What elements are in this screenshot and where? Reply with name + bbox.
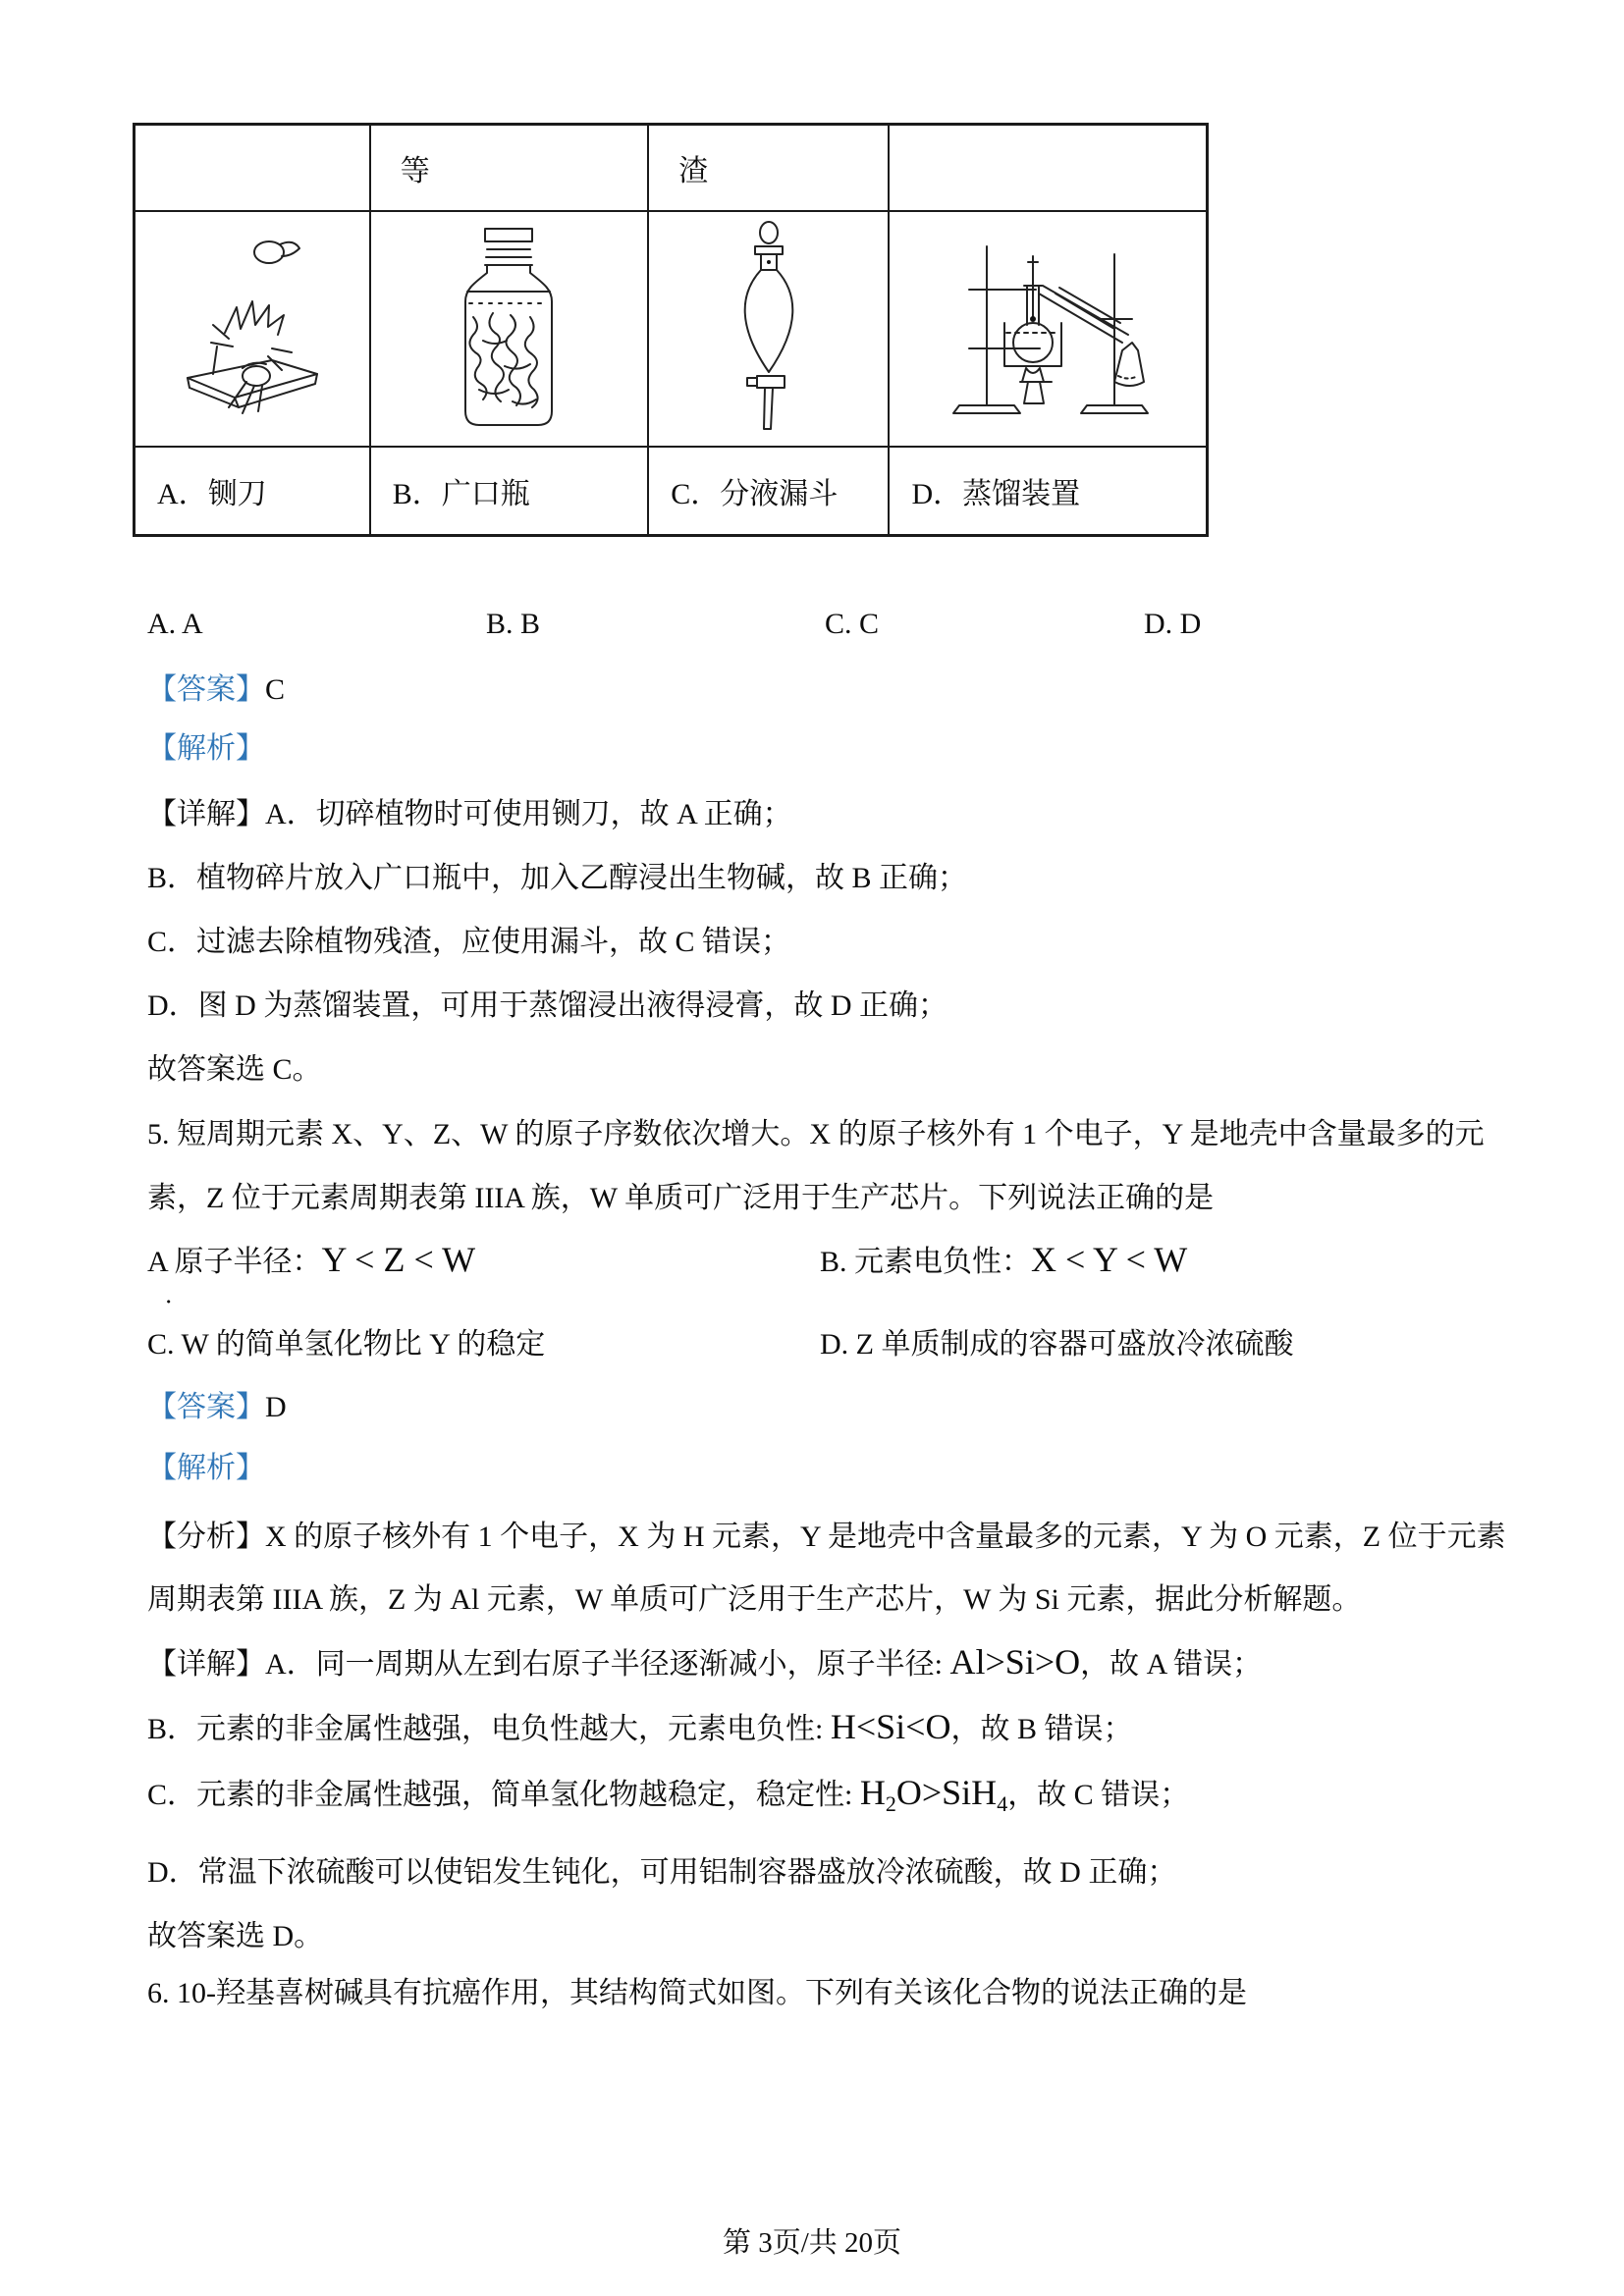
q4-detail-b: B．植物碎片放入广口瓶中，加入乙醇浸出生物碱，故 B 正确； (147, 862, 968, 894)
q5-explain-line (147, 1451, 265, 1486)
table-label-cell (890, 448, 1206, 534)
header-text: 等 (400, 155, 430, 187)
q4-detail-c: C．过滤去除植物残渣，应使用漏斗，故 C 错误； (147, 926, 791, 958)
option-math: Y < Z < W (321, 1240, 476, 1279)
label-text: B．广口瓶 (392, 478, 530, 510)
explain-tag: 【解析】 (147, 1452, 265, 1484)
table-label-cell (371, 448, 649, 534)
equipment-table (133, 123, 1209, 537)
detail-tag: 【详解】 (147, 1648, 265, 1681)
detail-math: H<Si<O (830, 1707, 951, 1746)
detail-math: Al>Si>O (949, 1642, 1081, 1682)
q5-stem-line1: 5. 短周期元素 X、Y、Z、W 的原子序数依次增大。X 的原子核外有 1 个电子，Y 是地壳中含量最多的元 (147, 1118, 1485, 1150)
table-image-cell (135, 212, 371, 448)
q4-option-a: A. A (147, 608, 203, 640)
option-math: X < Y < W (1031, 1240, 1188, 1279)
q4-option-d: D. D (1144, 608, 1202, 640)
q4-detail-d: D．图 D 为蒸馏装置，可用于蒸馏浸出液得浸膏，故 D 正确； (147, 989, 947, 1022)
detail-math: H (859, 1773, 886, 1812)
answer-tag: 【答案】 (147, 1391, 265, 1423)
wide-mouth-jar-image (444, 223, 573, 435)
page-footer: 第 3页/共 20页 (722, 2227, 902, 2259)
q5-option-b (820, 1239, 1187, 1281)
q5-detail-d: D．常温下浓硫酸可以使铝发生钝化，可用铝制容器盛放冷浓硫酸，故 D 正确； (147, 1856, 1177, 1889)
explain-tag: 【解析】 (147, 732, 265, 765)
detail-text: ，故 C 错误； (1007, 1779, 1190, 1811)
detail-text: ，故 B 错误； (950, 1713, 1133, 1745)
q6-stem: 6. 10-羟基喜树碱具有抗癌作用，其结构简式如图。下列有关该化合物的说法正确的是 (147, 1977, 1247, 2009)
separating-funnel-image (722, 219, 816, 439)
q4-option-b: B. B (486, 608, 541, 640)
answer-value: D (265, 1391, 287, 1423)
q4-detail-a (147, 797, 792, 832)
detail-math: O>SiH (895, 1773, 998, 1812)
detail-tag: 【详解】 (147, 798, 265, 830)
table-header-cell (890, 126, 1206, 212)
q4-conclusion: 故答案选 C。 (147, 1053, 322, 1086)
detail-text: A．切碎植物时可使用铡刀，故 A 正确； (265, 798, 792, 830)
q5-answer-line (147, 1390, 287, 1425)
table-image-cell (371, 212, 649, 448)
analysis-text: X 的原子核外有 1 个电子，X 为 H 元素，Y 是地壳中含量最多的元素，Y 为 O 元素，Z 位于元素 (265, 1521, 1506, 1553)
q5-option-a (147, 1239, 475, 1281)
header-text: 渣 (678, 155, 709, 187)
table-header-cell (135, 126, 371, 212)
answer-value: C (265, 673, 286, 706)
q4-answer-line (147, 672, 285, 708)
analysis-tag: 【分析】 (147, 1521, 265, 1553)
option-label: A 原子半径： (147, 1246, 322, 1278)
table-header-cell (649, 126, 890, 212)
q5-detail-a (147, 1641, 1262, 1683)
q5-stem-line2: 素，Z 位于元素周期表第 IIIA 族，W 单质可广泛用于生产芯片。下列说法正确的是 (147, 1182, 1215, 1214)
detail-text: ，故 A 错误； (1080, 1648, 1263, 1681)
option-label: B. 元素电负性： (820, 1246, 1032, 1278)
q5-option-c: C. W 的简单氢化物比 Y 的稳定 (147, 1328, 546, 1361)
answer-tag: 【答案】 (147, 673, 265, 706)
q5-detail-c (147, 1772, 1189, 1814)
table-header-cell (371, 126, 649, 212)
detail-text: B．元素的非金属性越强，电负性越大，元素电负性: (147, 1713, 831, 1745)
table-label-cell (135, 448, 371, 534)
subscript: 4 (997, 1791, 1008, 1816)
q5-analysis-line2: 周期表第 IIIA 族，Z 为 Al 元素，W 单质可广泛用于生产芯片，W 为 Si 元素，据此分析解题。 (147, 1583, 1362, 1616)
label-text: A．铡刀 (157, 478, 267, 510)
table-label-cell (649, 448, 890, 534)
q5-stray-dot: ． (165, 1283, 189, 1308)
table-image-cell (649, 212, 890, 448)
straw-cutter-image (174, 231, 331, 427)
q5-option-d: D. Z 单质制成的容器可盛放冷浓硫酸 (820, 1328, 1294, 1361)
table-image-cell (890, 212, 1206, 448)
q5-analysis-line1 (147, 1520, 1506, 1555)
detail-text: C．元素的非金属性越强，简单氢化物越稳定，稳定性: (147, 1779, 860, 1811)
q4-option-c: C. C (825, 608, 880, 640)
distillation-apparatus-image (930, 233, 1165, 425)
detail-text: A．同一周期从左到右原子半径逐渐减小，原子半径: (265, 1648, 950, 1681)
label-text: C．分液漏斗 (671, 478, 839, 510)
q4-explain-line (147, 731, 265, 767)
label-text: D．蒸馏装置 (911, 478, 1081, 510)
q5-conclusion: 故答案选 D。 (147, 1920, 324, 1952)
q5-detail-b (147, 1706, 1133, 1748)
subscript: 2 (885, 1791, 896, 1816)
